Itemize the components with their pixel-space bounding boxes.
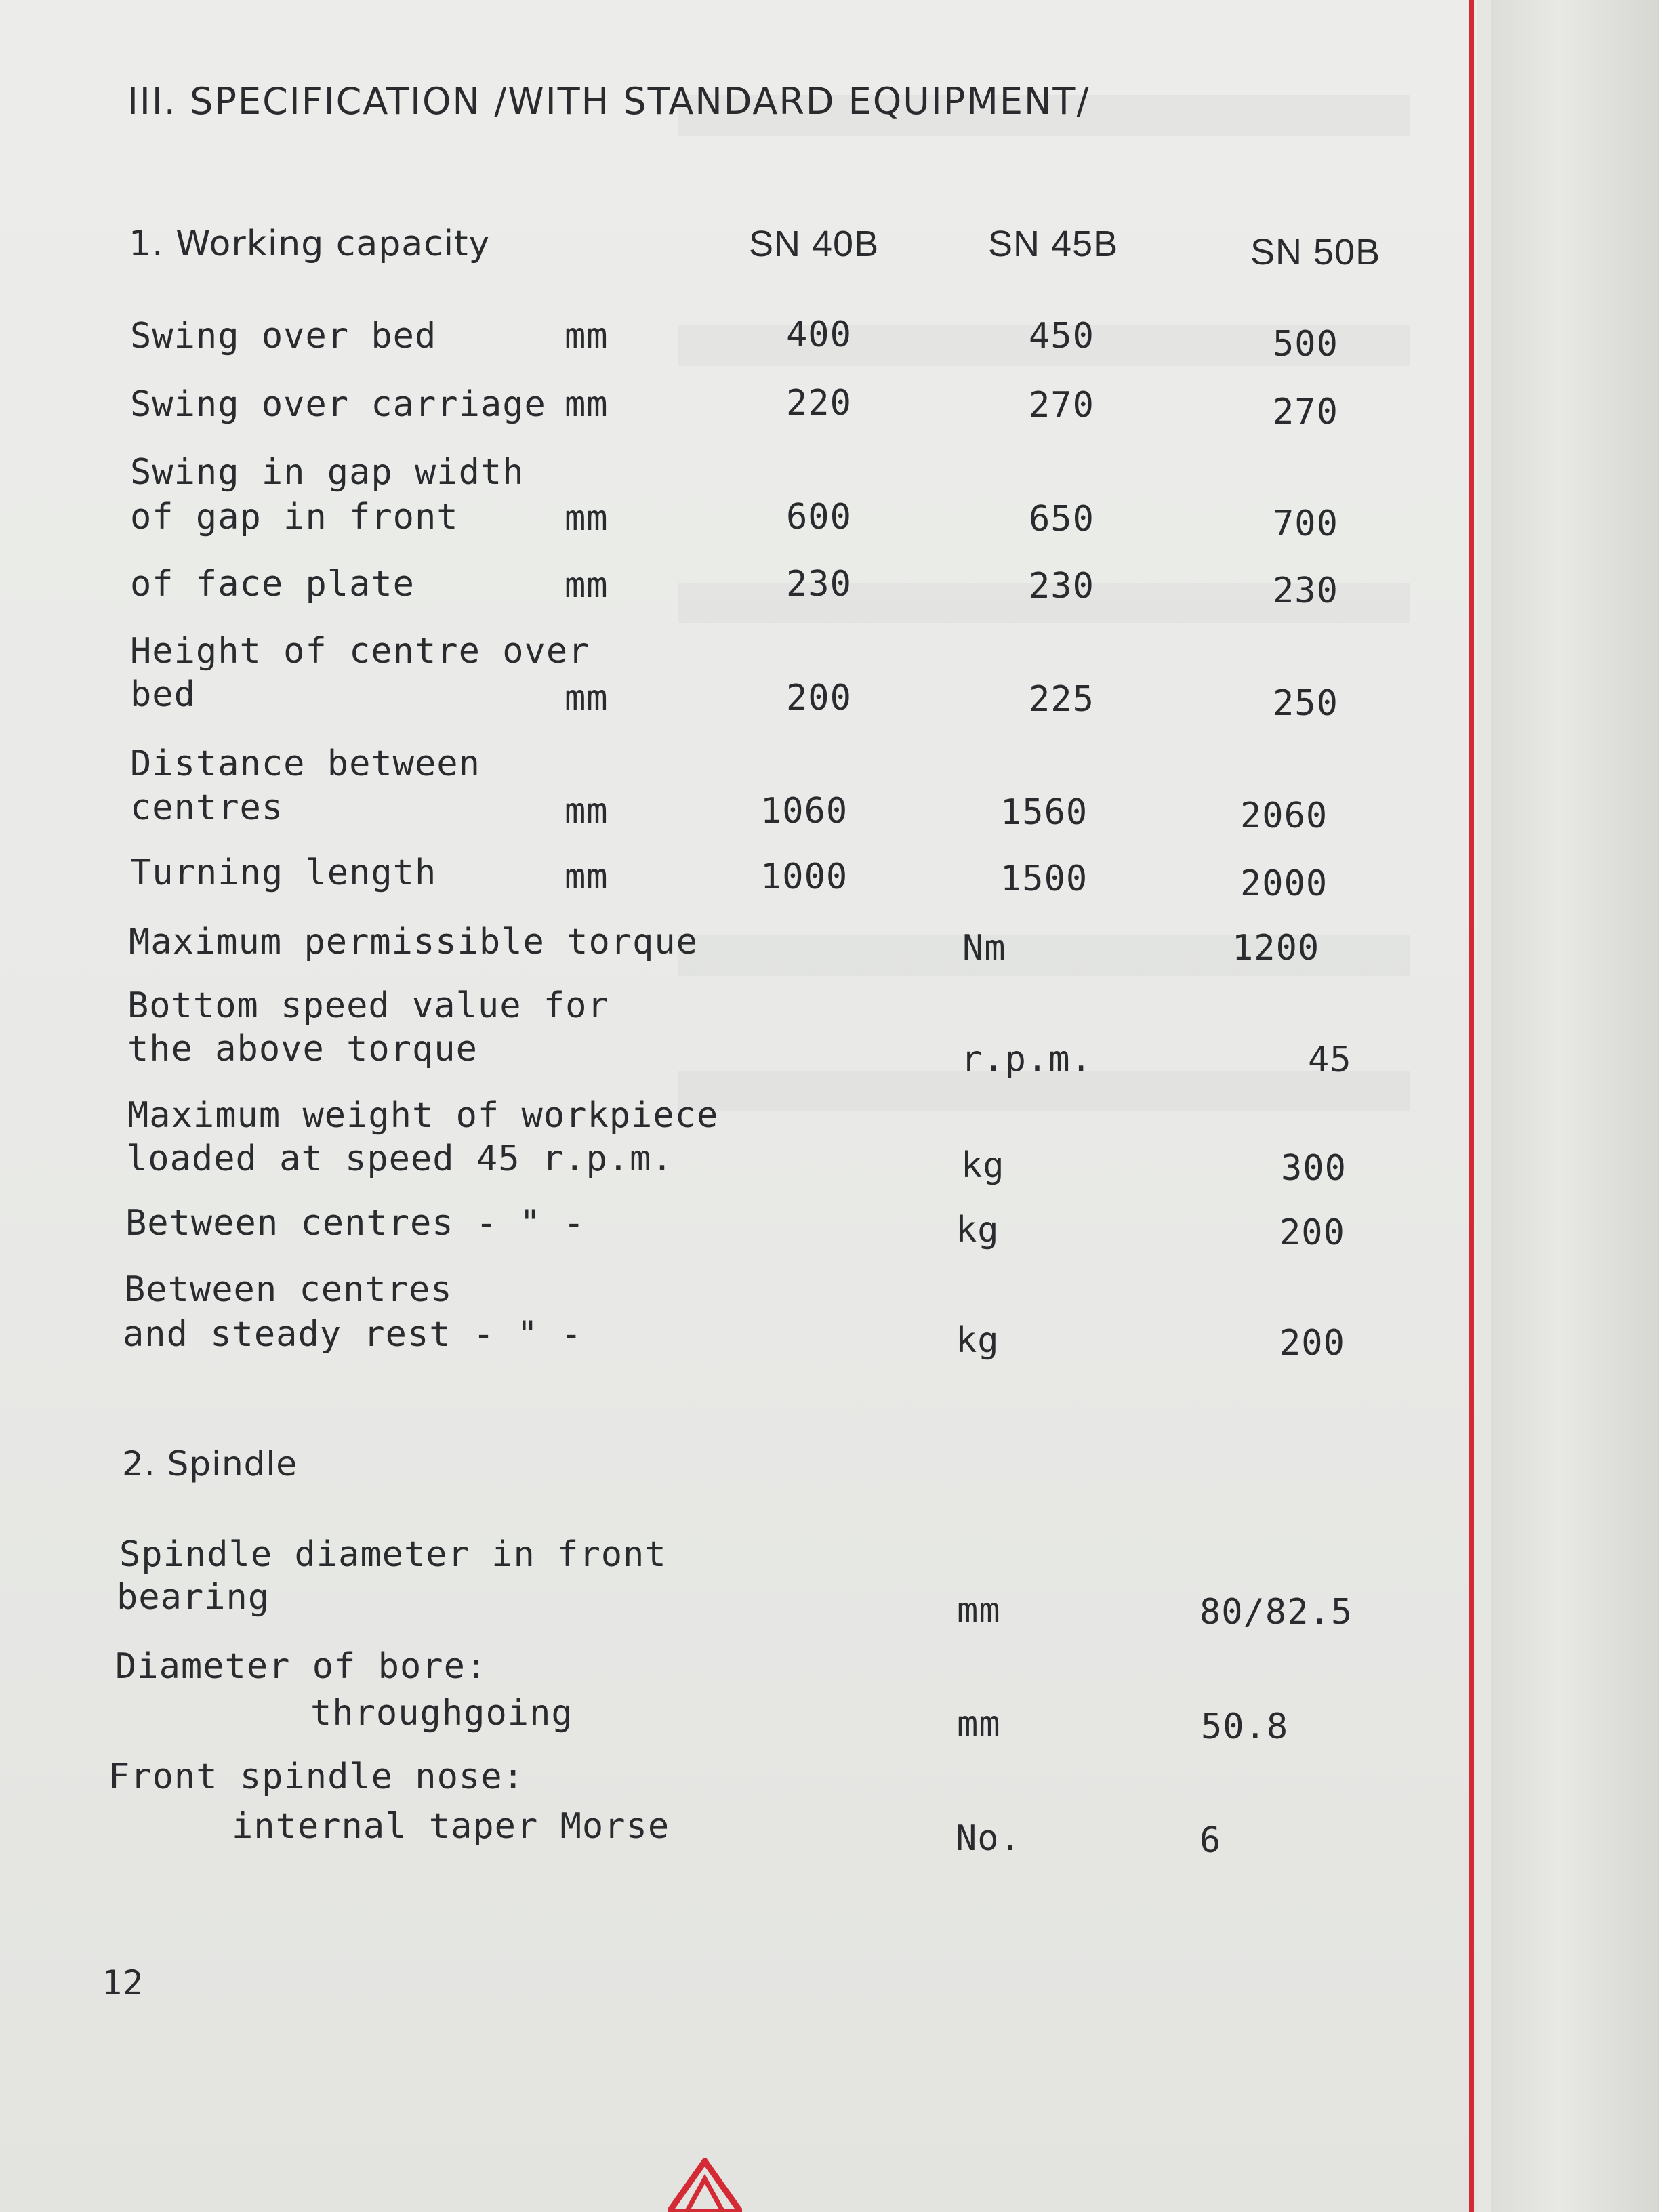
spindle-heading: 2. Spindle (122, 1444, 298, 1483)
row-value: 200 (1279, 1212, 1345, 1253)
value-sn40b: 230 (786, 564, 852, 605)
section-title: III. SPECIFICATION /WITH STANDARD EQUIPMENT/ (127, 80, 1090, 123)
row-label: Maximum weight of workpiece (127, 1095, 719, 1136)
row-label: Front spindle nose: (108, 1757, 525, 1797)
row-label-line2: loaded at speed 45 r.p.m. (126, 1139, 674, 1179)
column-header-sn45b: SN 45B (988, 224, 1119, 264)
row-label: Spindle diameter in front (119, 1534, 667, 1575)
row-label-line2: bearing (117, 1577, 270, 1618)
column-header-sn40b: SN 40B (749, 224, 880, 264)
value-sn50b: 270 (1273, 392, 1338, 432)
margin-rule (1469, 0, 1474, 2212)
row-unit: No. (956, 1818, 1021, 1859)
row-label: Swing over carriage (130, 384, 546, 425)
row-unit: kg (961, 1145, 1005, 1186)
column-header-sn50b: SN 50B (1250, 232, 1381, 272)
row-label: Swing in gap width (130, 452, 525, 493)
value-sn50b: 2060 (1240, 796, 1328, 836)
row-label: Between centres - " - (125, 1203, 586, 1244)
row-unit: mm (565, 678, 609, 718)
row-unit: mm (565, 791, 609, 832)
row-unit: mm (565, 316, 609, 356)
value-sn50b: 500 (1273, 324, 1338, 365)
row-label: Diameter of bore: (115, 1646, 488, 1687)
working-capacity-heading: 1. Working capacity (129, 224, 491, 264)
row-unit: Nm (962, 928, 1006, 968)
value-sn40b: 400 (786, 314, 852, 355)
row-label-line2: the above torque (127, 1029, 478, 1069)
page-number: 12 (102, 1963, 144, 2003)
row-label: Turning length (130, 853, 437, 893)
row-label-line2: internal taper Morse (232, 1806, 670, 1847)
row-label-line2: bed (130, 674, 196, 715)
row-value: 80/82.5 (1200, 1592, 1353, 1633)
row-unit: mm (957, 1591, 1001, 1631)
row-label: Between centres (124, 1269, 453, 1310)
value-sn45b: 650 (1029, 499, 1094, 539)
row-value: 300 (1281, 1148, 1347, 1189)
value-sn45b: 225 (1029, 679, 1094, 720)
row-value: 200 (1279, 1323, 1345, 1364)
value-sn45b: 1500 (1000, 859, 1088, 899)
row-unit: mm (565, 384, 609, 425)
row-label: Distance between (130, 743, 480, 784)
row-label: Maximum permissible torque (129, 922, 698, 962)
row-unit: mm (565, 565, 609, 606)
value-sn40b: 1000 (760, 857, 848, 897)
row-value: 1200 (1232, 928, 1320, 968)
warning-triangle-icon (668, 2158, 742, 2212)
value-sn50b: 2000 (1240, 863, 1328, 904)
row-value: 6 (1200, 1820, 1222, 1861)
value-sn50b: 700 (1273, 504, 1338, 544)
row-label: Bottom speed value for (127, 985, 609, 1026)
row-label-line2: centres (130, 787, 284, 828)
row-value: 50.8 (1201, 1706, 1289, 1747)
row-unit: kg (956, 1320, 1000, 1361)
value-sn50b: 230 (1273, 571, 1338, 611)
row-label-line2: and steady rest - " - (123, 1314, 583, 1355)
row-label: of face plate (130, 564, 415, 605)
value-sn45b: 230 (1029, 566, 1094, 607)
row-label: Height of centre over (130, 631, 590, 672)
value-sn45b: 1560 (1000, 792, 1088, 833)
value-sn45b: 450 (1029, 316, 1094, 356)
row-unit: mm (565, 498, 609, 539)
value-sn45b: 270 (1029, 385, 1094, 426)
row-label: Swing over bed (130, 316, 437, 356)
row-label-line2: throughgoing (310, 1693, 573, 1734)
row-unit: r.p.m. (961, 1039, 1092, 1080)
value-sn40b: 1060 (760, 791, 848, 832)
value-sn40b: 200 (786, 678, 852, 718)
row-label-line2: of gap in front (130, 497, 459, 537)
value-sn40b: 600 (786, 497, 852, 537)
value-sn50b: 250 (1273, 683, 1338, 724)
row-value: 45 (1308, 1040, 1352, 1080)
row-unit: mm (957, 1704, 1001, 1744)
value-sn40b: 220 (786, 383, 852, 424)
adjacent-page-edge (1491, 0, 1659, 2212)
row-unit: mm (565, 857, 609, 897)
row-unit: kg (956, 1210, 1000, 1250)
